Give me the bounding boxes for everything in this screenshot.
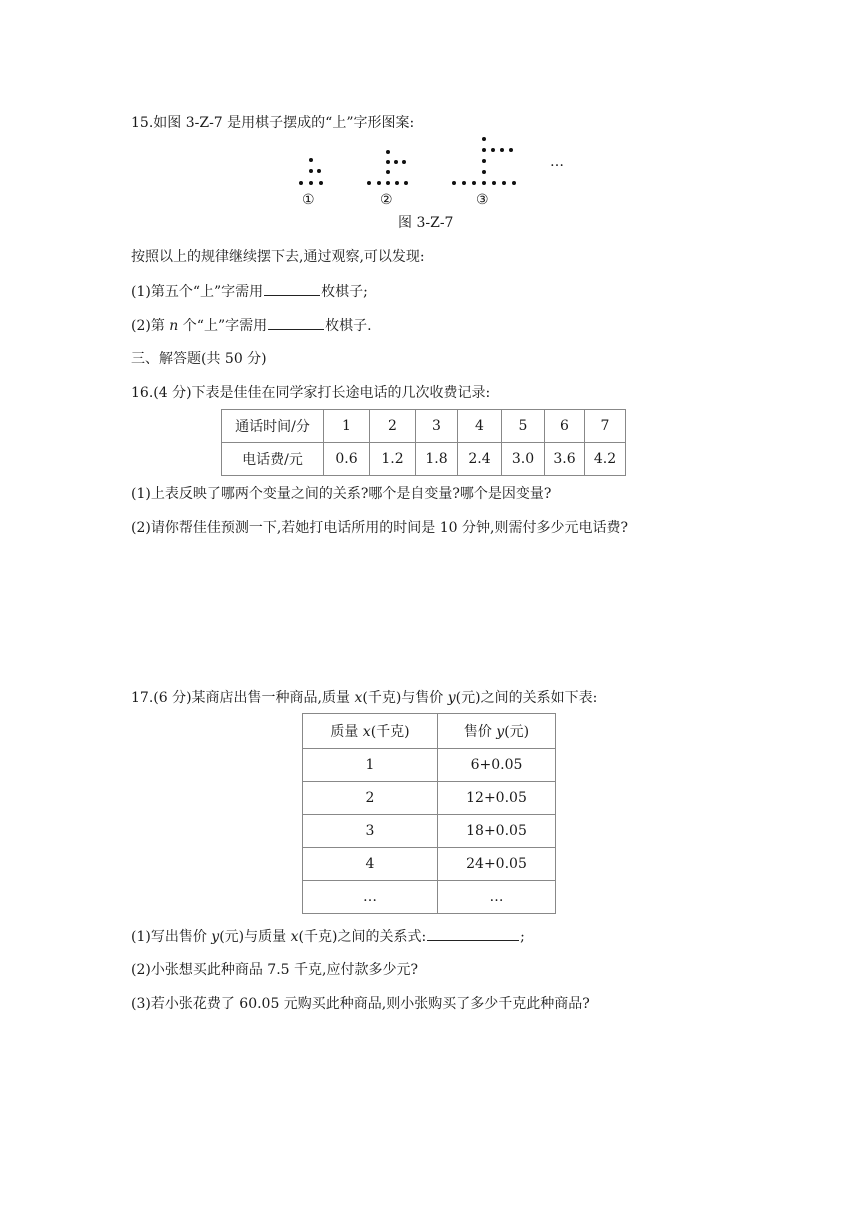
answer-blank bbox=[268, 315, 324, 330]
table-row bbox=[222, 443, 626, 476]
table-cell: 18+0.05 bbox=[438, 815, 556, 848]
q17-part1-text: (1)写出售价 bbox=[131, 929, 207, 945]
variable-y: y bbox=[447, 690, 456, 706]
table-cell: 2 bbox=[303, 782, 438, 815]
table-row bbox=[303, 749, 556, 782]
table-row bbox=[303, 881, 556, 914]
q15-part2 bbox=[131, 315, 372, 336]
table-cell: 1.8 bbox=[416, 443, 458, 476]
price-table bbox=[302, 713, 556, 914]
table-cell: 2 bbox=[370, 410, 416, 443]
table-cell: 3.0 bbox=[502, 443, 545, 476]
q17-part1-mid2: (千克)之间的关系式: bbox=[298, 929, 427, 945]
table-row bbox=[222, 410, 626, 443]
call-fee-table bbox=[221, 409, 626, 476]
table-cell: … bbox=[438, 881, 556, 914]
q15-part1-suffix: 枚棋子; bbox=[321, 284, 368, 300]
variable-y: y bbox=[211, 929, 220, 945]
table-cell: 1.2 bbox=[370, 443, 416, 476]
section-heading: 三、解答题(共 50 分) bbox=[131, 351, 267, 367]
table-cell: 4.2 bbox=[585, 443, 626, 476]
table-cell: … bbox=[303, 881, 438, 914]
header-text: 售价 bbox=[463, 724, 492, 740]
table-cell: 0.6 bbox=[324, 443, 370, 476]
table-cell: 6+0.05 bbox=[438, 749, 556, 782]
table-cell: 2.4 bbox=[458, 443, 502, 476]
q16-part1: (1)上表反映了哪两个变量之间的关系?哪个是自变量?哪个是因变量? bbox=[131, 486, 552, 502]
variable-x: x bbox=[362, 724, 371, 740]
label-1: ① bbox=[302, 192, 315, 208]
header-text: 质量 bbox=[330, 724, 359, 740]
variable-y: y bbox=[496, 724, 505, 740]
figure-caption: 图 3-Z-7 bbox=[398, 215, 454, 231]
answer-blank bbox=[264, 281, 320, 296]
table-row bbox=[303, 815, 556, 848]
header-unit: (元) bbox=[504, 724, 530, 740]
table-header-cell: 通话时间/分 bbox=[222, 410, 324, 443]
q17-stem-end: (元)之间的关系如下表: bbox=[455, 690, 598, 706]
table-cell: 5 bbox=[502, 410, 545, 443]
q15-part1 bbox=[131, 281, 368, 302]
table-cell: 7 bbox=[585, 410, 626, 443]
chess-pattern-figure bbox=[290, 150, 564, 210]
table-cell: 24+0.05 bbox=[438, 848, 556, 881]
table-row bbox=[303, 848, 556, 881]
table-header-cell bbox=[438, 714, 556, 749]
q16-stem: 16.(4 分)下表是佳佳在同学家打长途电话的几次收费记录: bbox=[131, 385, 491, 401]
q17-stem-mid: (千克)与售价 bbox=[362, 690, 444, 706]
table-cell: 4 bbox=[303, 848, 438, 881]
q17-part2: (2)小张想买此种商品 7.5 千克,应付款多少元? bbox=[131, 962, 418, 978]
table-header-cell bbox=[303, 714, 438, 749]
table-cell: 3.6 bbox=[545, 443, 585, 476]
label-3: ③ bbox=[476, 192, 489, 208]
q15-part2-mid: 个“上”字需用 bbox=[182, 318, 268, 334]
table-cell: 6 bbox=[545, 410, 585, 443]
q15-part1-text: (1)第五个“上”字需用 bbox=[131, 284, 264, 300]
variable-x: x bbox=[290, 929, 299, 945]
q16-part2: (2)请你帮佳佳预测一下,若她打电话所用的时间是 10 分钟,则需付多少元电话费? bbox=[131, 520, 628, 536]
table-cell: 1 bbox=[303, 749, 438, 782]
q15-intro: 按照以上的规律继续摆下去,通过观察,可以发现: bbox=[131, 249, 425, 265]
table-cell: 1 bbox=[324, 410, 370, 443]
q17-part1-mid: (元)与质量 bbox=[219, 929, 287, 945]
table-cell: 12+0.05 bbox=[438, 782, 556, 815]
table-cell: 3 bbox=[303, 815, 438, 848]
table-cell: 3 bbox=[416, 410, 458, 443]
header-unit: (千克) bbox=[370, 724, 410, 740]
variable-x: x bbox=[354, 690, 363, 706]
q17-part3: (3)若小张花费了 60.05 元购买此种商品,则小张购买了多少千克此种商品? bbox=[131, 996, 590, 1012]
q15-stem: 15.如图 3-Z-7 是用棋子摆成的“上”字形图案: bbox=[131, 115, 415, 131]
q15-part2-suffix: 枚棋子. bbox=[325, 318, 372, 334]
q15-part2-text: (2)第 bbox=[131, 318, 165, 334]
table-header-cell: 电话费/元 bbox=[222, 443, 324, 476]
ellipsis: … bbox=[550, 154, 564, 170]
table-row bbox=[303, 714, 556, 749]
q17-stem-text: 17.(6 分)某商店出售一种商品,质量 bbox=[131, 690, 350, 706]
q17-part1 bbox=[131, 926, 525, 947]
q17-stem bbox=[131, 688, 597, 708]
q17-part1-suffix: ; bbox=[520, 929, 525, 945]
label-2: ② bbox=[380, 192, 393, 208]
table-row bbox=[303, 782, 556, 815]
answer-blank bbox=[427, 926, 519, 941]
table-cell: 4 bbox=[458, 410, 502, 443]
variable-n: n bbox=[169, 318, 179, 334]
